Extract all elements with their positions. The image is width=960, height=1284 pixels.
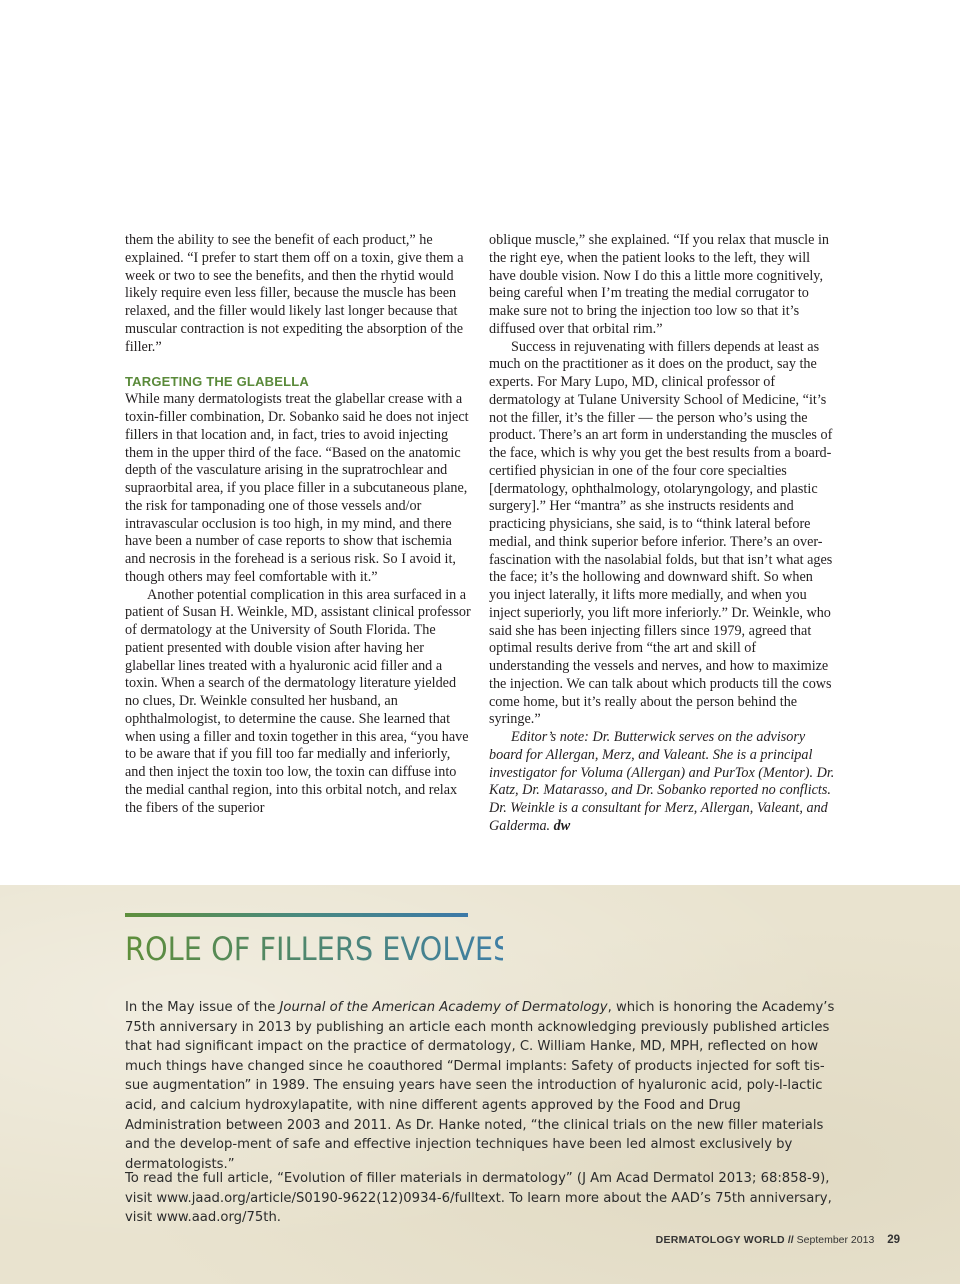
issue-date: September 2013 <box>796 1234 875 1246</box>
sidebar-box <box>0 885 960 1284</box>
body-paragraph: them the ability to see the benefit of each product,” he explained. “I prefer to start them off on a toxin, give them a week or two to see the benefits, and then the rhytid would likely require even less filler, because the muscle has been relaxed, and the filler would likely last longer because that muscular contraction is not expediting the absorption of the filler.” <box>125 232 464 355</box>
magazine-name: DERMATOLOGY WORLD <box>655 1234 785 1246</box>
journal-name: Journal of the American Academy of Dermatology <box>279 1000 608 1015</box>
sidebar-text: , which is honoring the Academy’s 75th anniversary in 2013 by publishing an article each month acknowledging previously published articles that had significant impact on the practice of dermatology, C. William Hanke, MD, MPH, reflected on how much things have changed since he coauthored “Dermal implants: Safety of products injected for soft tis-sue augmentation” in 1989. The ensuing years have seen the introduction of hyaluronic acid, poly-l-lactic acid, and calcium hydroxylapatite, with nine different agents approved by the Food and Drug Administration between 2003 and 2011. As Dr. Hanke noted, “the clinical trials on the new filler materials and the develop-ment of safe and effective injection techniques have been led almost exclusively by dermatologists.” <box>125 1000 835 1172</box>
footer-separator: // <box>787 1234 794 1246</box>
section-subhead: TARGETING THE GLABELLA <box>125 374 309 390</box>
editors-note-text: Editor’s note: Dr. Butterwick serves on the advisory board for Allergan, Merz, and Valeant. She is a principal investigator for Voluma (Allergan) and PurTox (Mentor). Dr. Katz, Dr. Matarasso, and Dr. Sobanko reported no conflicts. Dr. Weinkle is a consultant for Merz, Allergan, Valeant, and Galderma. <box>489 729 835 834</box>
sidebar-paragraph <box>125 998 835 1174</box>
page-number: 29 <box>887 1234 900 1246</box>
editors-note <box>489 729 837 836</box>
sidebar-title: ROLE OF FILLERS EVOLVES <box>125 930 512 968</box>
sidebar-gradient-rule <box>125 913 468 917</box>
body-paragraph: While many dermatologists treat the glabellar crease with a toxin-filler combination, Dr. Sobanko said he does not inject fillers in that location and, in fact, tries to avoid injecting them in the upper third of the face. “Based on the anatomic depth of the vasculature arising in the supratrochlear and supraorbital area, if you place filler in a subcutaneous plane, the risk for tamponading one of those vessels and/or intravascular occlusion is too high, in my mind, and there have been a number of case reports to show that ischemia and necrosis in the forehead is a serious risk. So I avoid it, though others may feel comfortable with it.” <box>125 391 469 585</box>
sidebar-paragraph: To read the full article, “Evolution of filler materials in dermatology” (J Am Acad Dermatol 2013; 68:858-9), visit www.jaad.org/article/S0190-9622(12)0934-6/fulltext. To learn more about the AAD’s 75th anniversary, visit www.aad.org/75th. <box>125 1171 832 1226</box>
article-column-right <box>489 232 837 836</box>
body-paragraph: Another potential complication in this area surfaced in a patient of Susan H. Weinkle, MD, assistant clinical professor of dermatology at the University of South Florida. The patient presented with double vision after having her glabellar lines treated with a hyaluronic acid filler and a toxin. When a search of the dermatology literature yielded no clues, Dr. Weinkle consulted her husband, an ophthalmologist, to determine the cause. She learned that when using a filler and toxin together in this area, “you have to be aware that if you fill too far medially and inferiorly, and then inject the toxin too low, the toxin can diffuse into the medial canthal region, into this orbital notch, and relax the fibers of the superior <box>125 586 471 816</box>
body-paragraph: oblique muscle,” she explained. “If you relax that muscle in the right eye, when the patient looks to the left, they will have double vision. Now I do this a little more cognitively, being careful when I’m treating the medial corrugator to make sure not to bring the injection too low so that it’s diffused over that orbital rim.” <box>489 232 829 337</box>
page-footer <box>656 1234 900 1246</box>
sidebar-text: In the May issue of the <box>125 1000 280 1015</box>
signature-mark: dw <box>553 817 571 834</box>
article-column-left <box>125 232 473 817</box>
body-paragraph: Success in rejuvenating with fillers depends at least as much on the practitioner as it does on the product, say the experts. For Mary Lupo, MD, clinical professor of dermatology at Tulane University School of Medicine, “it’s not the filler, it’s the filler — the person who’s using the product. There’s an art form in understanding the muscles of the face, which is why you get the best results from a board-certified physician in one of the four core specialties [dermatology, ophthalmology, otolaryngology, and plastic surgery].” Her “mantra” as she instructs residents and practicing physicians, she said, is to “think lateral before medial, and think superior before inferior. There’s an over-fascination with the nasolabial folds, but that isn’t what ages the face; it’s the hollowing and downward shift. So when you inject laterally, it lifts more medially, and when you inject superiorly, you lift more inferiorly.” Dr. Weinkle, who said she has been injecting fillers since 1979, agreed that optimal results derive from “the art and skill of understanding the vessels and nerves, and how to maximize the injection. We can talk about which products till the cows come home, but it’s really about the person behind the syringe.” <box>489 338 833 728</box>
